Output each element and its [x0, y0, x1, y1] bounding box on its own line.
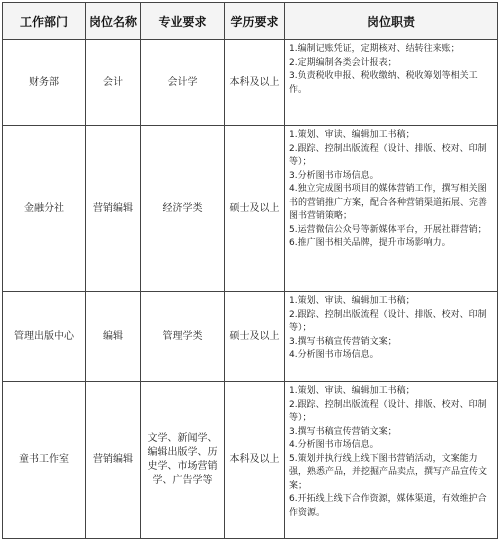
job-requirements-table — [2, 2, 498, 539]
duty-item: 5.策划并执行线上线下图书营销活动，文案能力强，熟悉产品，并挖掘产品卖点，撰写产品宣传文案； — [289, 453, 488, 491]
major-cell: 经济学类 — [141, 126, 225, 292]
duty-item: 4.分析图书市场信息。 — [289, 440, 379, 450]
duty-item: 1.策划、审读、编辑加工书稿； — [289, 386, 415, 396]
header-duties: 岗位职责 — [285, 3, 498, 40]
duty-item: 6.推广图书相关品牌，提升市场影响力。 — [289, 238, 451, 248]
header-department: 工作部门 — [3, 3, 86, 40]
table-row — [3, 292, 498, 382]
duties-cell — [285, 382, 498, 539]
duty-item: 2.定期编制各类会计报表； — [289, 57, 397, 68]
duty-item: 4.分析图书市场信息。 — [289, 350, 379, 360]
major-cell: 管理学类 — [141, 292, 225, 382]
table-row — [3, 40, 498, 126]
department-cell: 财务部 — [3, 40, 86, 126]
duty-item: 4.独立完成图书项目的媒体营销工作，撰写相关图书的营销推广方案，配合各种营销渠道拓展、完善图书营销策略； — [289, 184, 488, 221]
duty-item: 2.跟踪、控制出版流程（设计、排版、校对、印制等）； — [289, 309, 487, 333]
duty-item: 2.跟踪、控制出版流程（设计、排版、校对、印制等）； — [289, 399, 487, 423]
duty-item: 2.跟踪、控制出版流程（设计、排版、校对、印制等）； — [289, 143, 487, 167]
position-cell: 编辑 — [86, 292, 141, 382]
department-cell: 管理出版中心 — [3, 292, 86, 382]
duty-item: 3.负责税收申报、税收缴纳、税收筹划等相关工作。 — [289, 71, 478, 95]
duty-item: 1.策划、审读、编辑加工书稿； — [289, 296, 415, 306]
education-cell: 本科及以上 — [225, 40, 285, 126]
duty-item: 1.编制记账凭证，定期核对、结转往来账； — [289, 44, 460, 54]
table-row — [3, 382, 498, 539]
position-cell: 营销编辑 — [86, 382, 141, 539]
education-cell: 硕士及以上 — [225, 292, 285, 382]
duty-item: 3.撰写书稿宣传营销文案； — [289, 426, 397, 437]
duty-item: 3.撰写书稿宣传营销文案； — [289, 336, 397, 347]
position-cell: 会计 — [86, 40, 141, 126]
department-cell: 金融分社 — [3, 126, 86, 292]
duties-cell — [285, 126, 498, 292]
table-row — [3, 126, 498, 292]
duty-item: 1.策划、审读、编辑加工书稿； — [289, 130, 415, 140]
major-cell: 文学、新闻学、编辑出版学、历史学、市场营销学、广告学等 — [141, 382, 225, 539]
header-major: 专业要求 — [141, 3, 225, 40]
education-cell: 本科及以上 — [225, 382, 285, 539]
duty-item: 6.开拓线上线下合作资源，媒体渠道，有效维护合作资源。 — [289, 494, 487, 518]
department-cell: 童书工作室 — [3, 382, 86, 539]
position-cell: 营销编辑 — [86, 126, 141, 292]
header-education: 学历要求 — [225, 3, 285, 40]
duties-cell — [285, 40, 498, 126]
duty-item: 3.分析图书市场信息。 — [289, 170, 379, 181]
header-position: 岗位名称 — [86, 3, 141, 40]
header-row — [3, 3, 498, 40]
duty-item: 5.运营微信公众号等新媒体平台，开展社群营销； — [289, 224, 487, 235]
major-cell: 会计学 — [141, 40, 225, 126]
education-cell: 硕士及以上 — [225, 126, 285, 292]
duties-cell — [285, 292, 498, 382]
